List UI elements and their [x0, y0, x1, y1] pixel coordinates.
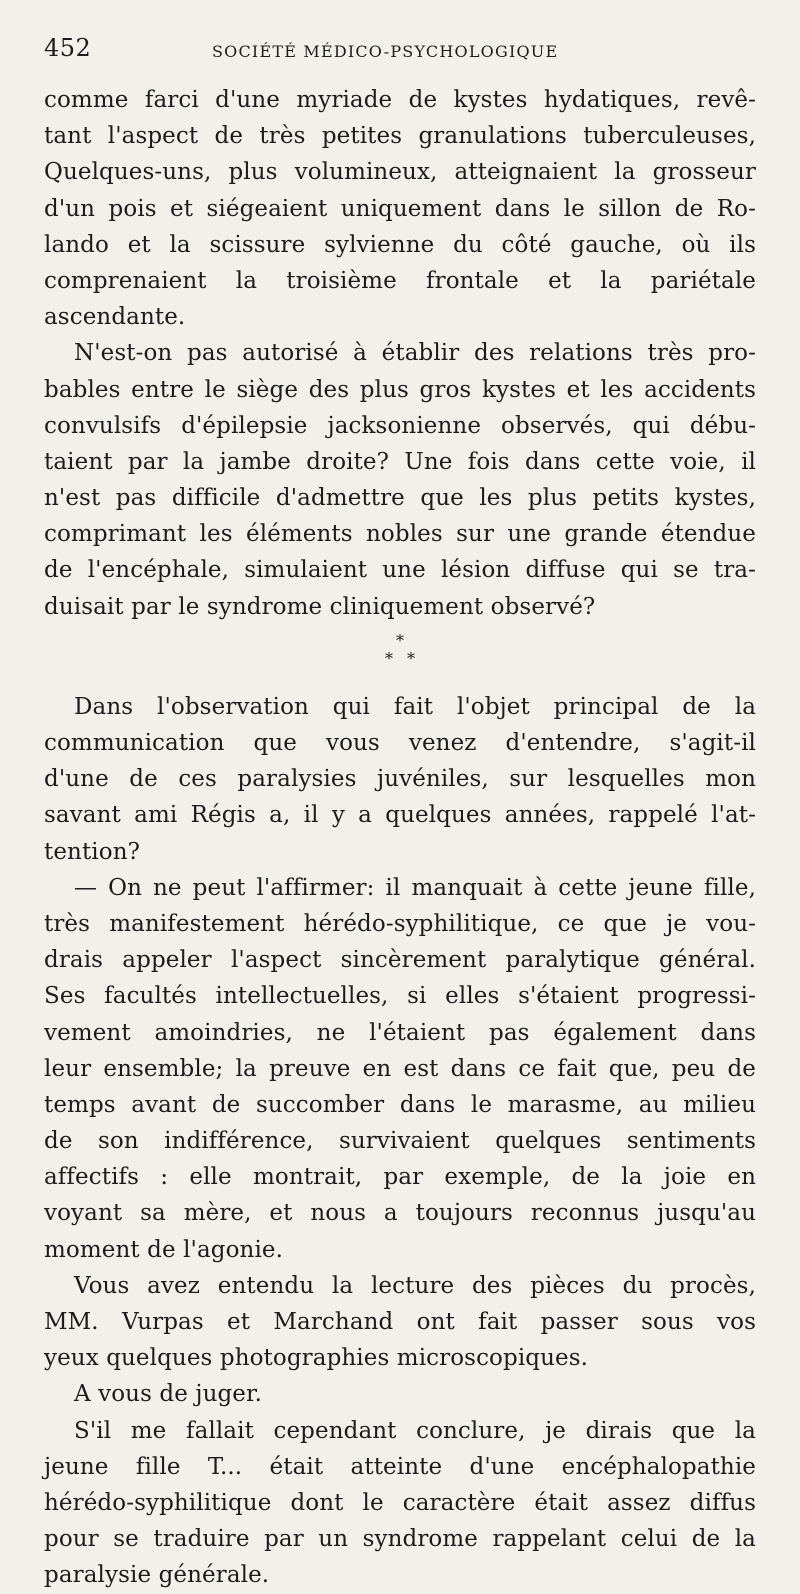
paragraph — [44, 1268, 756, 1377]
text-line: Ses facultés intellectuelles, si elles s'étaient progressi- — [44, 983, 756, 1010]
text-line: pour se traduire par un syndrome rappelant celui de la — [44, 1526, 756, 1553]
section-asterism — [44, 629, 756, 689]
text-line: S'il me fallait cependant conclure, je dirais que la — [74, 1417, 756, 1444]
text-line: comprimant les éléments nobles sur une grande étendue — [44, 521, 756, 548]
body-text — [44, 82, 756, 1594]
text-line: N'est-on pas autorisé à établir des relations très pro- — [74, 340, 756, 367]
text-line: convulsifs d'épilepsie jacksonienne observés, qui débu- — [44, 412, 756, 439]
paragraph — [44, 335, 756, 625]
running-head: SOCIÉTÉ MÉDICO-PSYCHOLOGIQUE — [212, 42, 559, 61]
text-line: Dans l'observation qui fait l'objet principal de la — [74, 693, 756, 720]
paragraph — [44, 689, 756, 870]
text-line: communication que vous venez d'entendre, s'agit-il — [44, 730, 756, 756]
text-line: temps avant de succomber dans le marasme, au milieu — [44, 1091, 756, 1118]
paragraph — [44, 1413, 756, 1594]
text-line: taient par la jambe droite? Une fois dans cette voie, il — [44, 448, 756, 475]
paragraph — [44, 870, 756, 1268]
text-line: lando et la scissure sylvienne du côté gauche, où ils — [44, 231, 756, 258]
text-line: vement amoindries, ne l'étaient pas également dans — [44, 1019, 756, 1046]
paragraph — [44, 1376, 756, 1412]
text-line: très manifestement hérédo-syphilitique, ce que je vou- — [44, 910, 756, 937]
text-line: bables entre le siège des plus gros kystes et les accidents — [44, 376, 756, 403]
text-line: tention? — [44, 838, 141, 865]
text-line: Quelques-uns, plus volumineux, atteignaient la grosseur — [44, 159, 756, 186]
text-line: A vous de juger. — [74, 1381, 262, 1408]
text-line: comprenaient la troisième frontale et la pariétale — [44, 267, 756, 294]
text-line: hérédo-syphilitique dont le caractère était assez diffus — [44, 1489, 756, 1516]
text-line: comme farci d'une myriade de kystes hydatiques, revê- — [44, 87, 756, 113]
text-line: tant l'aspect de très petites granulations tuberculeuses, — [44, 123, 756, 150]
text-line: de l'encéphale, simulaient une lésion diffuse qui se tra- — [44, 557, 756, 584]
text-line: moment de l'agonie. — [44, 1236, 284, 1263]
text-line: savant ami Régis a, il y a quelques années, rappelé l'at- — [44, 802, 756, 829]
text-line: MM. Vurpas et Marchand ont fait passer sous vos — [44, 1309, 756, 1335]
text-line: n'est pas difficile d'admettre que les plus petits kystes, — [44, 485, 756, 512]
text-line: duisait par le syndrome cliniquement observé? — [44, 593, 596, 620]
text-line: d'une de ces paralysies juvéniles, sur lesquelles mon — [44, 766, 756, 793]
text-line: jeune fille T... était atteinte d'une encéphalopathie — [44, 1453, 756, 1480]
page-number: 452 — [44, 34, 92, 62]
text-line: de son indifférence, survivaient quelques sentiments — [44, 1128, 756, 1155]
text-line: — On ne peut l'affirmer: il manquait à cette jeune fille, — [74, 874, 756, 901]
text-line: yeux quelques photographies microscopiques. — [44, 1345, 589, 1372]
text-line: drais appeler l'aspect sincèrement paralytique général. — [44, 947, 756, 974]
text-line: Vous avez entendu la lecture des pièces du procès, — [74, 1272, 756, 1299]
text-line: paralysie générale. — [44, 1562, 270, 1589]
text-line: leur ensemble; la preuve en est dans ce fait que, peu de — [44, 1055, 756, 1082]
text-line: d'un pois et siégeaient uniquement dans le sillon de Ro- — [44, 195, 756, 222]
text-line: ascendante. — [44, 304, 186, 331]
asterism-top: * — [396, 630, 404, 650]
paragraph — [44, 82, 756, 335]
text-line: voyant sa mère, et nous a toujours reconnus jusqu'au — [44, 1200, 756, 1227]
asterism-bottom: ** — [385, 648, 429, 668]
page-header — [44, 34, 756, 64]
text-line: affectifs : elle montrait, par exemple, de la joie en — [44, 1164, 756, 1191]
